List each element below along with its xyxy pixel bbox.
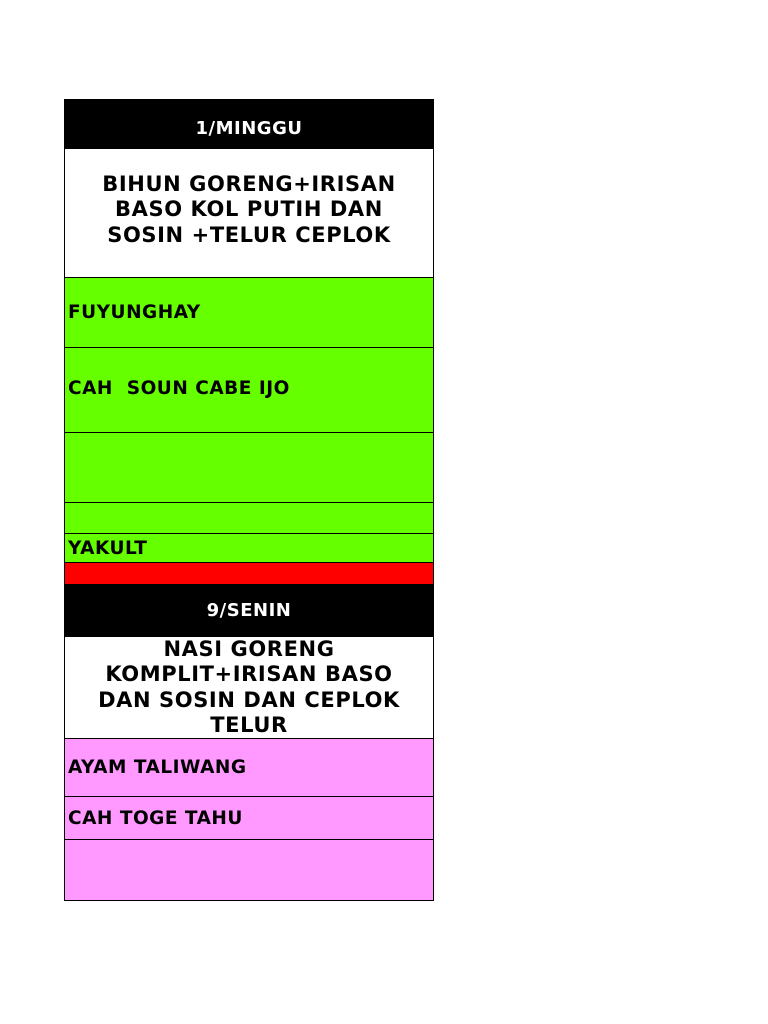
menu-item-row-empty (65, 503, 433, 534)
main-dish-cell-1 (65, 149, 433, 278)
day-header-2 (65, 585, 433, 637)
main-dish-1-line-3: SOSIN +TELUR CEPLOK (107, 222, 391, 247)
main-dish-2-line-4: TELUR (210, 713, 288, 737)
day-header-1 (65, 99, 433, 149)
menu-item-row (65, 797, 433, 840)
menu-item-label: YAKULT (68, 537, 148, 559)
menu-item-label: AYAM TALIWANG (68, 757, 247, 778)
menu-item-label: CAH SOUN CABE IJO (68, 378, 290, 399)
menu-item-label: CAH TOGE TAHU (68, 807, 243, 829)
menu-item-row (65, 534, 433, 563)
menu-item-label: FUYUNGHAY (68, 302, 201, 323)
menu-item-row-empty (65, 433, 433, 503)
main-dish-cell-2 (65, 637, 433, 739)
menu-item-row (65, 348, 433, 433)
main-dish-1-line-1: BIHUN GORENG+IRISAN (102, 171, 396, 196)
menu-item-row (65, 739, 433, 797)
main-dish-2-line-1: NASI GORENG (163, 636, 335, 661)
menu-table (64, 99, 434, 901)
menu-item-row-empty (65, 840, 433, 901)
day-header-1-label: 1/MINGGU (195, 117, 303, 139)
main-dish-1-line-2: BASO KOL PUTIH DAN (115, 197, 383, 222)
separator-row (65, 563, 433, 585)
main-dish-2-line-3: DAN SOSIN DAN CEPLOK (98, 687, 400, 712)
day-header-2-label: 9/SENIN (206, 600, 292, 621)
main-dish-2-line-2: KOMPLIT+IRISAN BASO (105, 662, 393, 686)
menu-item-row (65, 278, 433, 348)
